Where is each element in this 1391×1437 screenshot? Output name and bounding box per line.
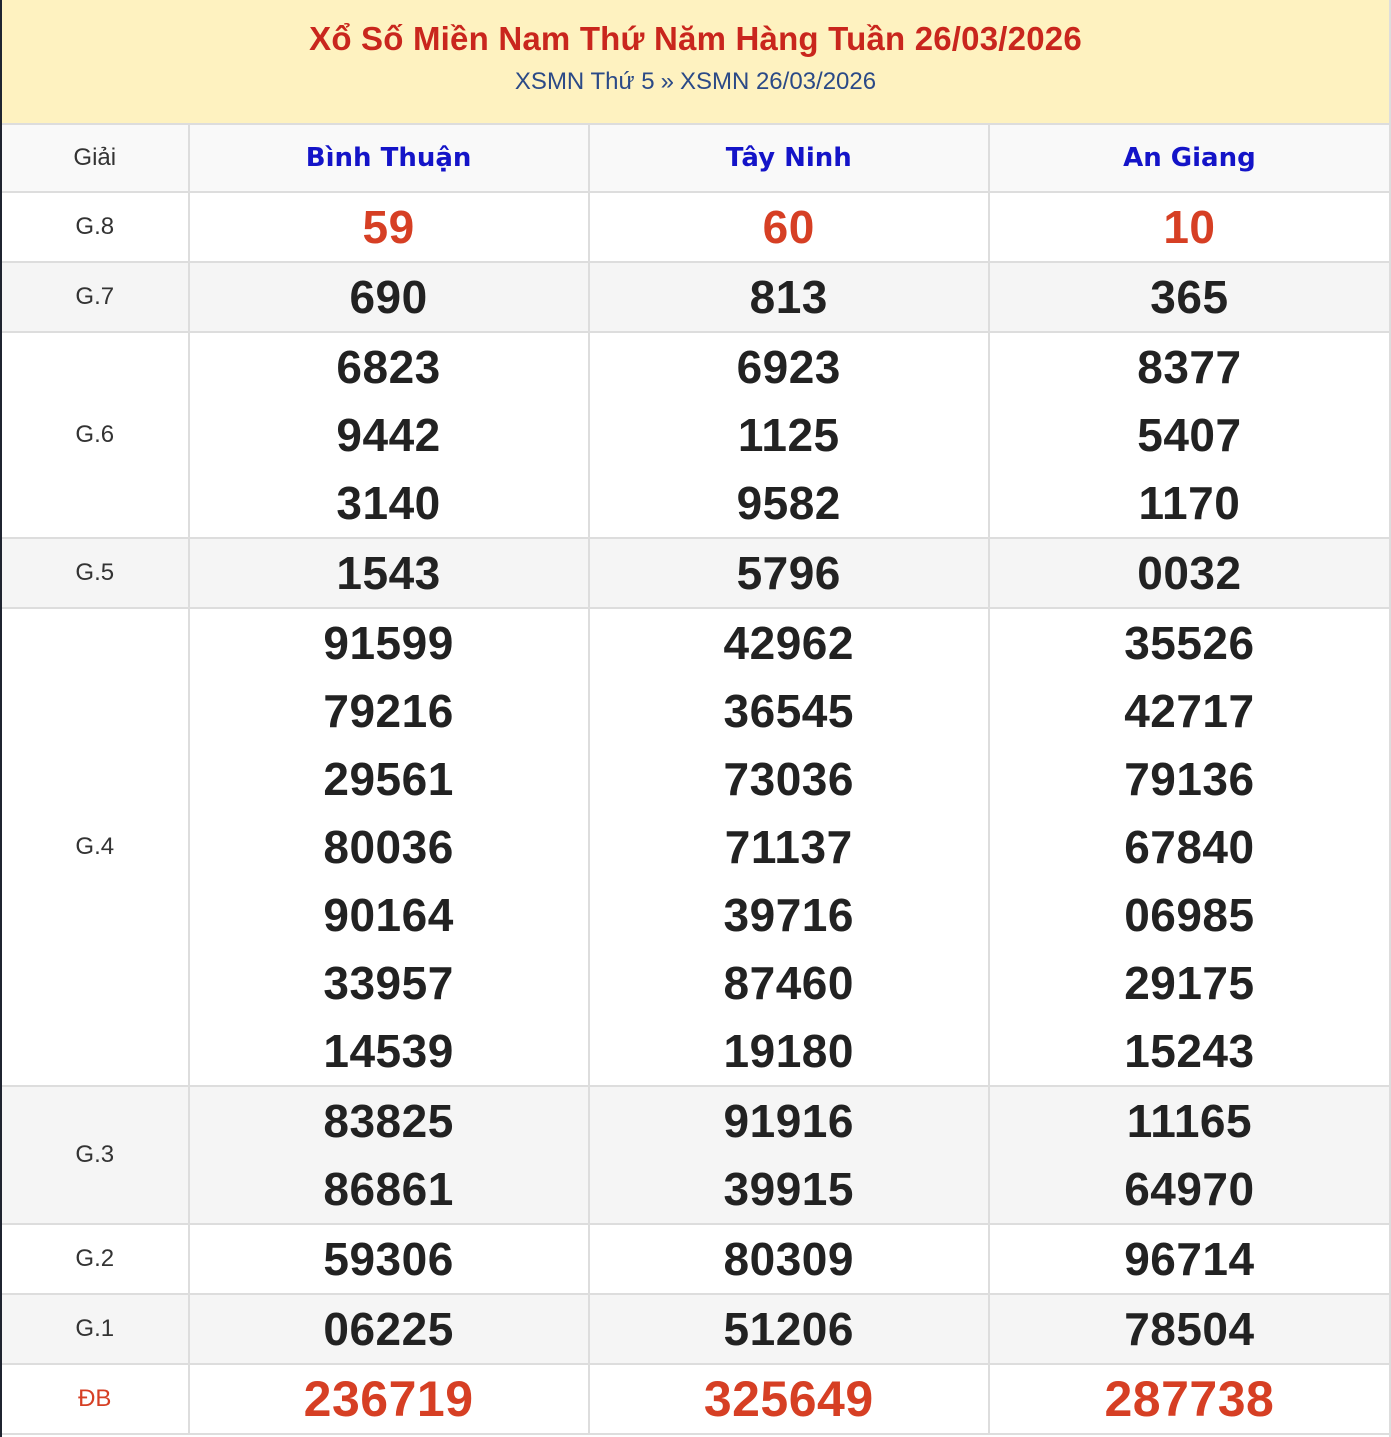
prize-label: G.3 — [2, 1086, 189, 1224]
prize-number: 90164 — [323, 889, 454, 941]
prize-cell — [589, 538, 989, 608]
prize-number: 690 — [349, 271, 428, 323]
breadcrumb-link-weekday[interactable]: XSMN Thứ 5 — [514, 68, 655, 95]
prize-cell — [589, 1086, 989, 1224]
prize-number: 39716 — [723, 889, 854, 941]
prize-cell — [589, 608, 989, 1086]
prize-cell — [589, 262, 989, 332]
prize-cell — [589, 332, 989, 538]
results-table — [2, 125, 1389, 1435]
prize-number: 325649 — [703, 1371, 874, 1427]
breadcrumb-link-date[interactable]: XSMN 26/03/2026 — [679, 68, 877, 95]
prize-column-header: Giải — [2, 125, 189, 192]
prize-number: 79216 — [323, 685, 454, 737]
prize-number: 80309 — [723, 1233, 854, 1285]
prize-number: 36545 — [723, 685, 854, 737]
prize-row — [2, 538, 1389, 608]
prize-number: 1543 — [336, 547, 441, 599]
prize-row — [2, 608, 1389, 1086]
prize-cell — [989, 1294, 1389, 1364]
prize-row — [2, 1086, 1389, 1224]
prize-label: G.2 — [2, 1224, 189, 1294]
prize-cell — [989, 332, 1389, 538]
prize-label: G.4 — [2, 608, 189, 1086]
prize-cell — [989, 1086, 1389, 1224]
results-header — [2, 0, 1389, 125]
prize-row — [2, 1364, 1389, 1434]
prize-number: 71137 — [724, 821, 853, 873]
prize-cell — [189, 1086, 589, 1224]
breadcrumb-separator: » — [660, 68, 674, 95]
prize-number: 86861 — [323, 1163, 454, 1215]
prize-number: 78504 — [1124, 1303, 1255, 1355]
prize-number: 83825 — [323, 1095, 454, 1147]
prize-label: G.7 — [2, 262, 189, 332]
province-header — [589, 125, 989, 192]
prize-number: 10 — [1163, 201, 1216, 253]
prize-label: G.5 — [2, 538, 189, 608]
prize-number: 87460 — [723, 957, 854, 1009]
prize-number: 9442 — [336, 409, 441, 461]
prize-number: 3140 — [336, 477, 441, 529]
prize-number: 91599 — [323, 617, 454, 669]
prize-number: 11165 — [1126, 1095, 1253, 1147]
prize-number: 6923 — [736, 341, 841, 393]
prize-number: 19180 — [723, 1025, 854, 1077]
prize-number: 33957 — [323, 957, 454, 1009]
prize-label: G.1 — [2, 1294, 189, 1364]
prize-cell — [989, 1364, 1389, 1434]
prize-number: 287738 — [1104, 1371, 1275, 1427]
breadcrumb — [2, 67, 1389, 97]
prize-row — [2, 1294, 1389, 1364]
prize-number: 59306 — [323, 1233, 454, 1285]
prize-number: 06985 — [1124, 889, 1255, 941]
prize-number: 236719 — [303, 1371, 474, 1427]
prize-number: 29175 — [1124, 957, 1255, 1009]
province-header — [189, 125, 589, 192]
prize-number: 6823 — [336, 341, 441, 393]
prize-cell — [989, 538, 1389, 608]
prize-number: 5407 — [1137, 409, 1242, 461]
prize-cell — [589, 1224, 989, 1294]
prize-number: 42962 — [723, 617, 854, 669]
table-header-row — [2, 125, 1389, 192]
prize-cell — [189, 1224, 589, 1294]
prize-number: 14539 — [323, 1025, 454, 1077]
prize-row — [2, 192, 1389, 262]
prize-number: 35526 — [1124, 617, 1255, 669]
prize-row — [2, 262, 1389, 332]
prize-cell — [189, 608, 589, 1086]
prize-cell — [989, 1224, 1389, 1294]
prize-cell — [589, 1294, 989, 1364]
prize-number: 5796 — [736, 547, 841, 599]
province-link[interactable]: Tây Ninh — [725, 143, 852, 173]
prize-number: 42717 — [1124, 685, 1255, 737]
prize-number: 60 — [762, 201, 815, 253]
prize-cell — [589, 1364, 989, 1434]
province-link[interactable]: Bình Thuận — [305, 143, 472, 173]
page-title: Xổ Số Miền Nam Thứ Năm Hàng Tuần 26/03/2026 — [309, 20, 1082, 57]
province-header — [989, 125, 1389, 192]
prize-cell — [189, 192, 589, 262]
prize-number: 29561 — [323, 753, 454, 805]
prize-number: 813 — [749, 271, 828, 323]
prize-number: 91916 — [723, 1095, 854, 1147]
prize-cell — [989, 608, 1389, 1086]
prize-number: 15243 — [1124, 1025, 1255, 1077]
prize-number: 1170 — [1138, 477, 1241, 529]
prize-cell — [189, 538, 589, 608]
prize-label: ĐB — [2, 1364, 189, 1434]
prize-number: 0032 — [1137, 547, 1242, 599]
prize-number: 06225 — [323, 1303, 454, 1355]
prize-row — [2, 1224, 1389, 1294]
prize-cell — [189, 262, 589, 332]
prize-row — [2, 332, 1389, 538]
prize-number: 51206 — [723, 1303, 854, 1355]
prize-cell — [989, 262, 1389, 332]
province-link[interactable]: An Giang — [1123, 143, 1256, 173]
prize-number: 9582 — [736, 477, 841, 529]
prize-number: 79136 — [1124, 753, 1255, 805]
prize-number: 365 — [1150, 271, 1229, 323]
prize-cell — [989, 192, 1389, 262]
prize-number: 64970 — [1124, 1163, 1255, 1215]
prize-number: 1125 — [737, 409, 840, 461]
prize-cell — [589, 192, 989, 262]
prize-label: G.8 — [2, 192, 189, 262]
prize-cell — [189, 1294, 589, 1364]
results-page — [2, 0, 1391, 1437]
prize-number: 73036 — [723, 753, 854, 805]
prize-number: 59 — [362, 201, 415, 253]
prize-number: 39915 — [723, 1163, 854, 1215]
prize-number: 8377 — [1137, 341, 1242, 393]
prize-number: 67840 — [1124, 821, 1255, 873]
prize-number: 80036 — [323, 821, 454, 873]
prize-label: G.6 — [2, 332, 189, 538]
prize-number: 96714 — [1124, 1233, 1255, 1285]
prize-cell — [189, 1364, 589, 1434]
results-body — [2, 192, 1389, 1434]
prize-cell — [189, 332, 589, 538]
